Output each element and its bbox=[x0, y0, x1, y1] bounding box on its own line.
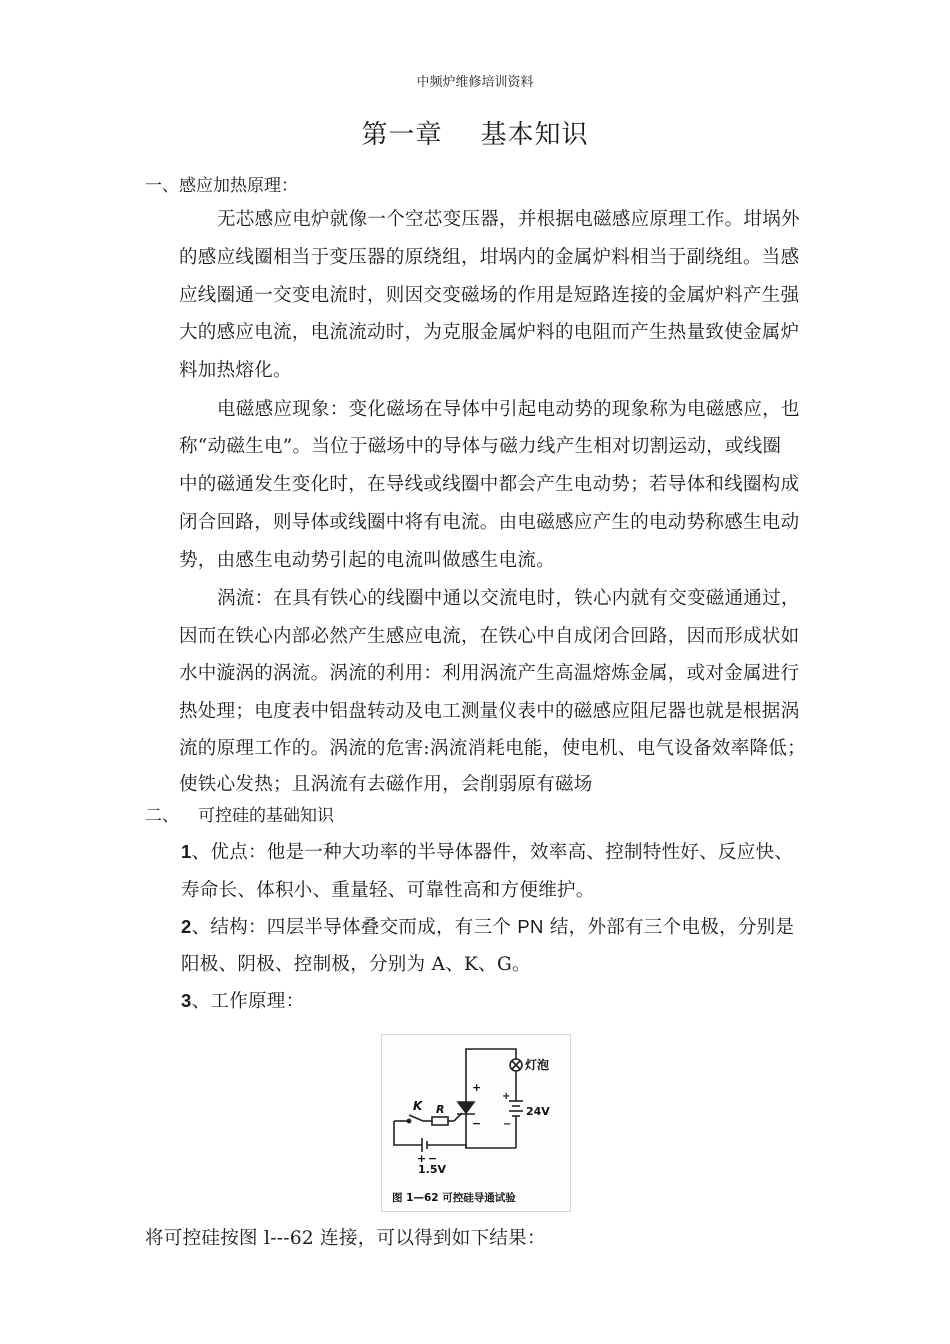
paragraph-line: 使铁心发热；且涡流有去磁作用，会削弱原有磁场 bbox=[179, 774, 593, 795]
paragraph-line: 流的原理工作的。涡流的危害:涡流消耗电能，使电机、电气设备效率降低； bbox=[179, 738, 806, 759]
paragraph-line: 的感应线圈相当于变压器的原绕组，坩埚内的金属炉料相当于副绕组。当感 bbox=[179, 247, 800, 268]
minus-sign: − bbox=[503, 1119, 512, 1130]
chapter-title bbox=[0, 114, 950, 151]
figure-caption: 图 1—62 可控硅导通试验 bbox=[392, 1192, 516, 1204]
scr-circuit-figure bbox=[381, 1034, 571, 1212]
page-header: 中频炉维修培训资料 bbox=[416, 75, 534, 90]
paragraph-line: 势，由感生电动势引起的电流叫做感生电流。 bbox=[179, 550, 556, 571]
paragraph-line: 涡流：在具有铁心的线圈中通以交流电时，铁心内就有交变磁通通过， bbox=[217, 588, 800, 609]
list-number: 3 bbox=[181, 990, 192, 1011]
resistor-r-label: R bbox=[436, 1103, 445, 1116]
section-heading-scr: 可控硅的基础知识 bbox=[198, 806, 334, 826]
minus-sign: − bbox=[472, 1117, 482, 1130]
paragraph-line: 阳极、阴极、控制极，分别为 A、K、G。 bbox=[181, 954, 531, 975]
paragraph-line: 无芯感应电炉就像一个空芯变压器，并根据电磁感应原理工作。坩埚外 bbox=[217, 209, 800, 230]
chapter-name: 基本知识 bbox=[480, 120, 589, 150]
list-text: 、工作原理： bbox=[191, 991, 305, 1012]
paragraph-line: 热处理；电度表中铝盘转动及电工测量仪表中的磁感应阻尼器也就是根据涡 bbox=[179, 701, 800, 722]
voltage-1-5v-label: 1.5V bbox=[418, 1163, 446, 1176]
list-text: 、优点：他是一种大功率的半导体器件，效率高、控制特性好、反应快、 bbox=[191, 842, 794, 863]
paragraph-line: 闭合回路，则导体或线圈中将有电流。由电磁感应产生的电动势称感生电动 bbox=[179, 512, 800, 533]
list-item-advantages bbox=[181, 838, 793, 864]
pn-junction-label: PN bbox=[517, 916, 544, 937]
paragraph-line: 水中漩涡的涡流。涡流的利用：利用涡流产生高温熔炼金属，或对金属进行 bbox=[179, 663, 800, 684]
chapter-label: 第一章 bbox=[361, 120, 443, 150]
list-text: 、结构：四层半导体叠交而成，有三个 bbox=[191, 917, 518, 938]
circuit-diagram bbox=[382, 1035, 570, 1211]
section-heading-induction: 一、感应加热原理： bbox=[145, 176, 298, 196]
paragraph-line: 因而在铁心内部必然产生感应电流，在铁心中自成闭合回路，因而形成状如 bbox=[179, 626, 800, 647]
paragraph-line: 电磁感应现象：变化磁场在导体中引起电动势的现象称为电磁感应，也 bbox=[217, 399, 800, 420]
list-number: 2 bbox=[181, 916, 192, 937]
paragraph-line: 寿命长、体积小、重量轻、可靠性高和方便维护。 bbox=[181, 880, 595, 901]
switch-k-label: K bbox=[413, 1099, 423, 1113]
paragraph-line: 大的感应电流，电流流动时，为克服金属炉料的电阻而产生热量致使金属炉 bbox=[179, 322, 800, 343]
list-number: 1 bbox=[181, 841, 192, 862]
paragraph-line: 中的磁通发生变化时，在导线或线圈中都会产生电动势；若导体和线圈构成 bbox=[179, 474, 800, 495]
list-item-principle bbox=[181, 987, 304, 1013]
list-text: 结，外部有三个电极，分别是 bbox=[543, 917, 795, 938]
paragraph-line: 称“动磁生电”。当位于磁场中的导体与磁力线产生相对切割运动，或线圈 bbox=[179, 436, 782, 457]
plus-sign: + bbox=[472, 1081, 482, 1094]
paragraph-line: 应线圈通一交变电流时，则因交变磁场的作用是短路连接的金属炉料产生强 bbox=[179, 285, 800, 306]
paragraph-line: 将可控硅按图 l---62 连接，可以得到如下结果： bbox=[145, 1228, 546, 1249]
section-number: 二、 bbox=[145, 806, 179, 826]
plus-sign: + bbox=[502, 1091, 511, 1102]
lamp-label: 灯泡 bbox=[525, 1058, 550, 1072]
voltage-24v-label: 24V bbox=[526, 1105, 550, 1118]
plus-sign: + bbox=[417, 1152, 427, 1165]
list-item-structure bbox=[181, 913, 794, 939]
minus-sign: − bbox=[428, 1152, 438, 1165]
paragraph-line: 料加热熔化。 bbox=[179, 360, 292, 381]
